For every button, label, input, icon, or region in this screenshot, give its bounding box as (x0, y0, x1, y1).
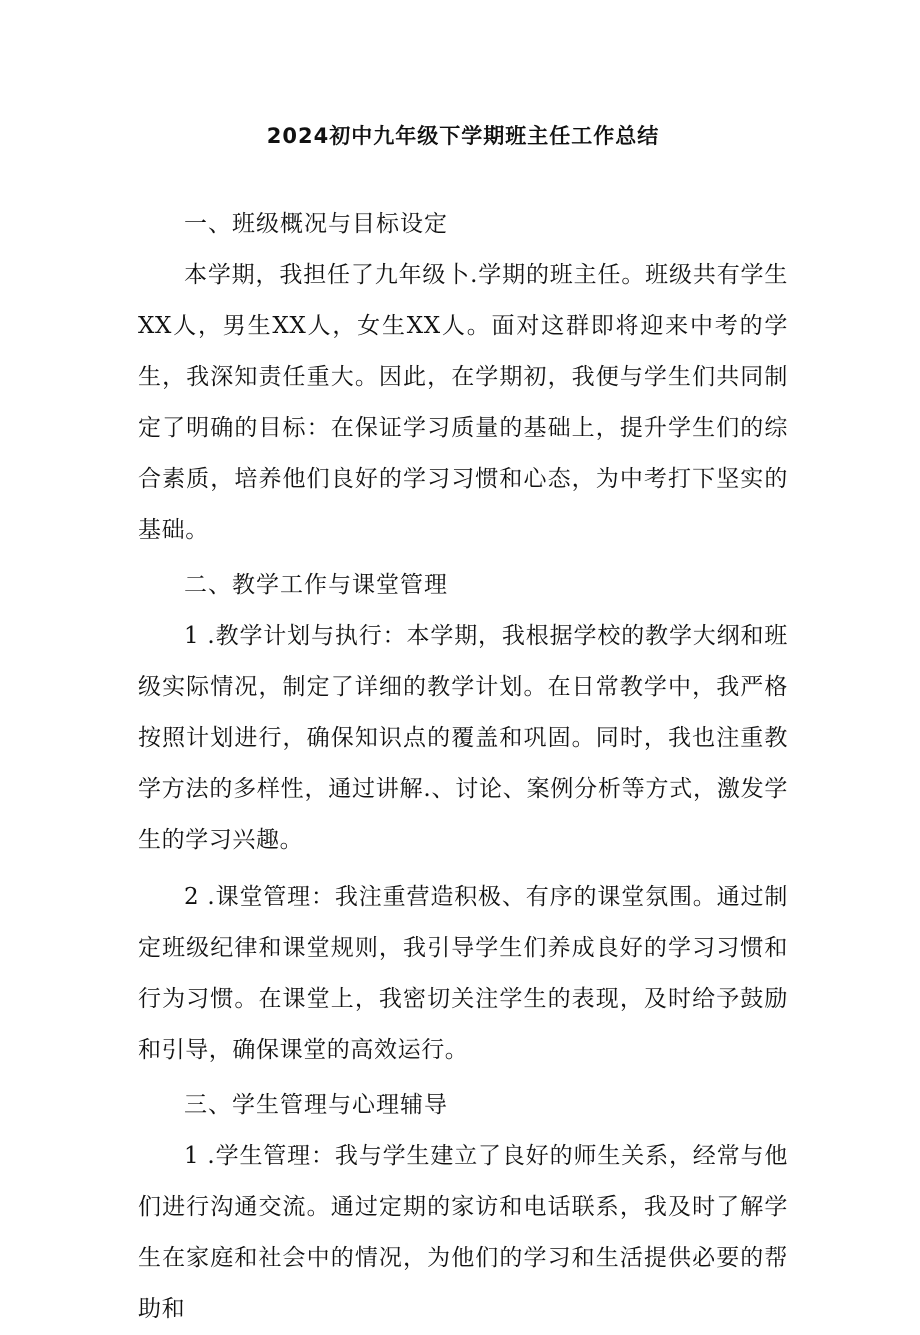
document-body (138, 199, 788, 1335)
title-year: 2024 (266, 124, 330, 148)
section-heading-1: 一、班级概况与目标设定 (184, 211, 448, 237)
document-title (138, 116, 788, 156)
title-text: 初中九年级下学期班主任工作总结 (329, 124, 660, 148)
section-1-paragraph-1: 本学期，我担任了九年级卜.学期的班主任。班级共有学生XX人，男生XX人，女生XX人。面对这群即将迎来中考的学生，我深知责任重大。因此，在学期初，我便与学生们共同制定了明确的目标：在保证学习质量的基础上，提升学生们的综合素质，培养他们良好的学习习惯和心态，为中考打下坚实的基础。 (138, 262, 788, 543)
section-2-paragraph-2: 2 .课堂管理：我注重营造积极、有序的课堂氛围。通过制定班级纪律和课堂规则，我引导学生们养成良好的学习习惯和行为习惯。在课堂上，我密切关注学生的表现，及时给予鼓励和引导，确保课堂的高效运行。 (138, 884, 788, 1063)
section-heading-3: 三、学生管理与心理辅导 (184, 1092, 448, 1118)
section-heading-2: 二、教学工作与课堂管理 (184, 572, 448, 598)
section-3-paragraph-1: 1 .学生管理：我与学生建立了良好的师生关系，经常与他们进行沟通交流。通过定期的家访和电话联系，我及时了解学生在家庭和社会中的情况，为他们的学习和生活提供必要的帮助和 (138, 1143, 788, 1322)
section-2-paragraph-1: 1 .教学计划与执行：本学期，我根据学校的教学大纲和班级实际情况，制定了详细的教学计划。在日常教学中，我严格按照计划进行，确保知识点的覆盖和巩固。同时，我也注重教学方法的多样性，通过讲解.、讨论、案例分析等方式，激发学生的学习兴趣。 (138, 623, 788, 853)
